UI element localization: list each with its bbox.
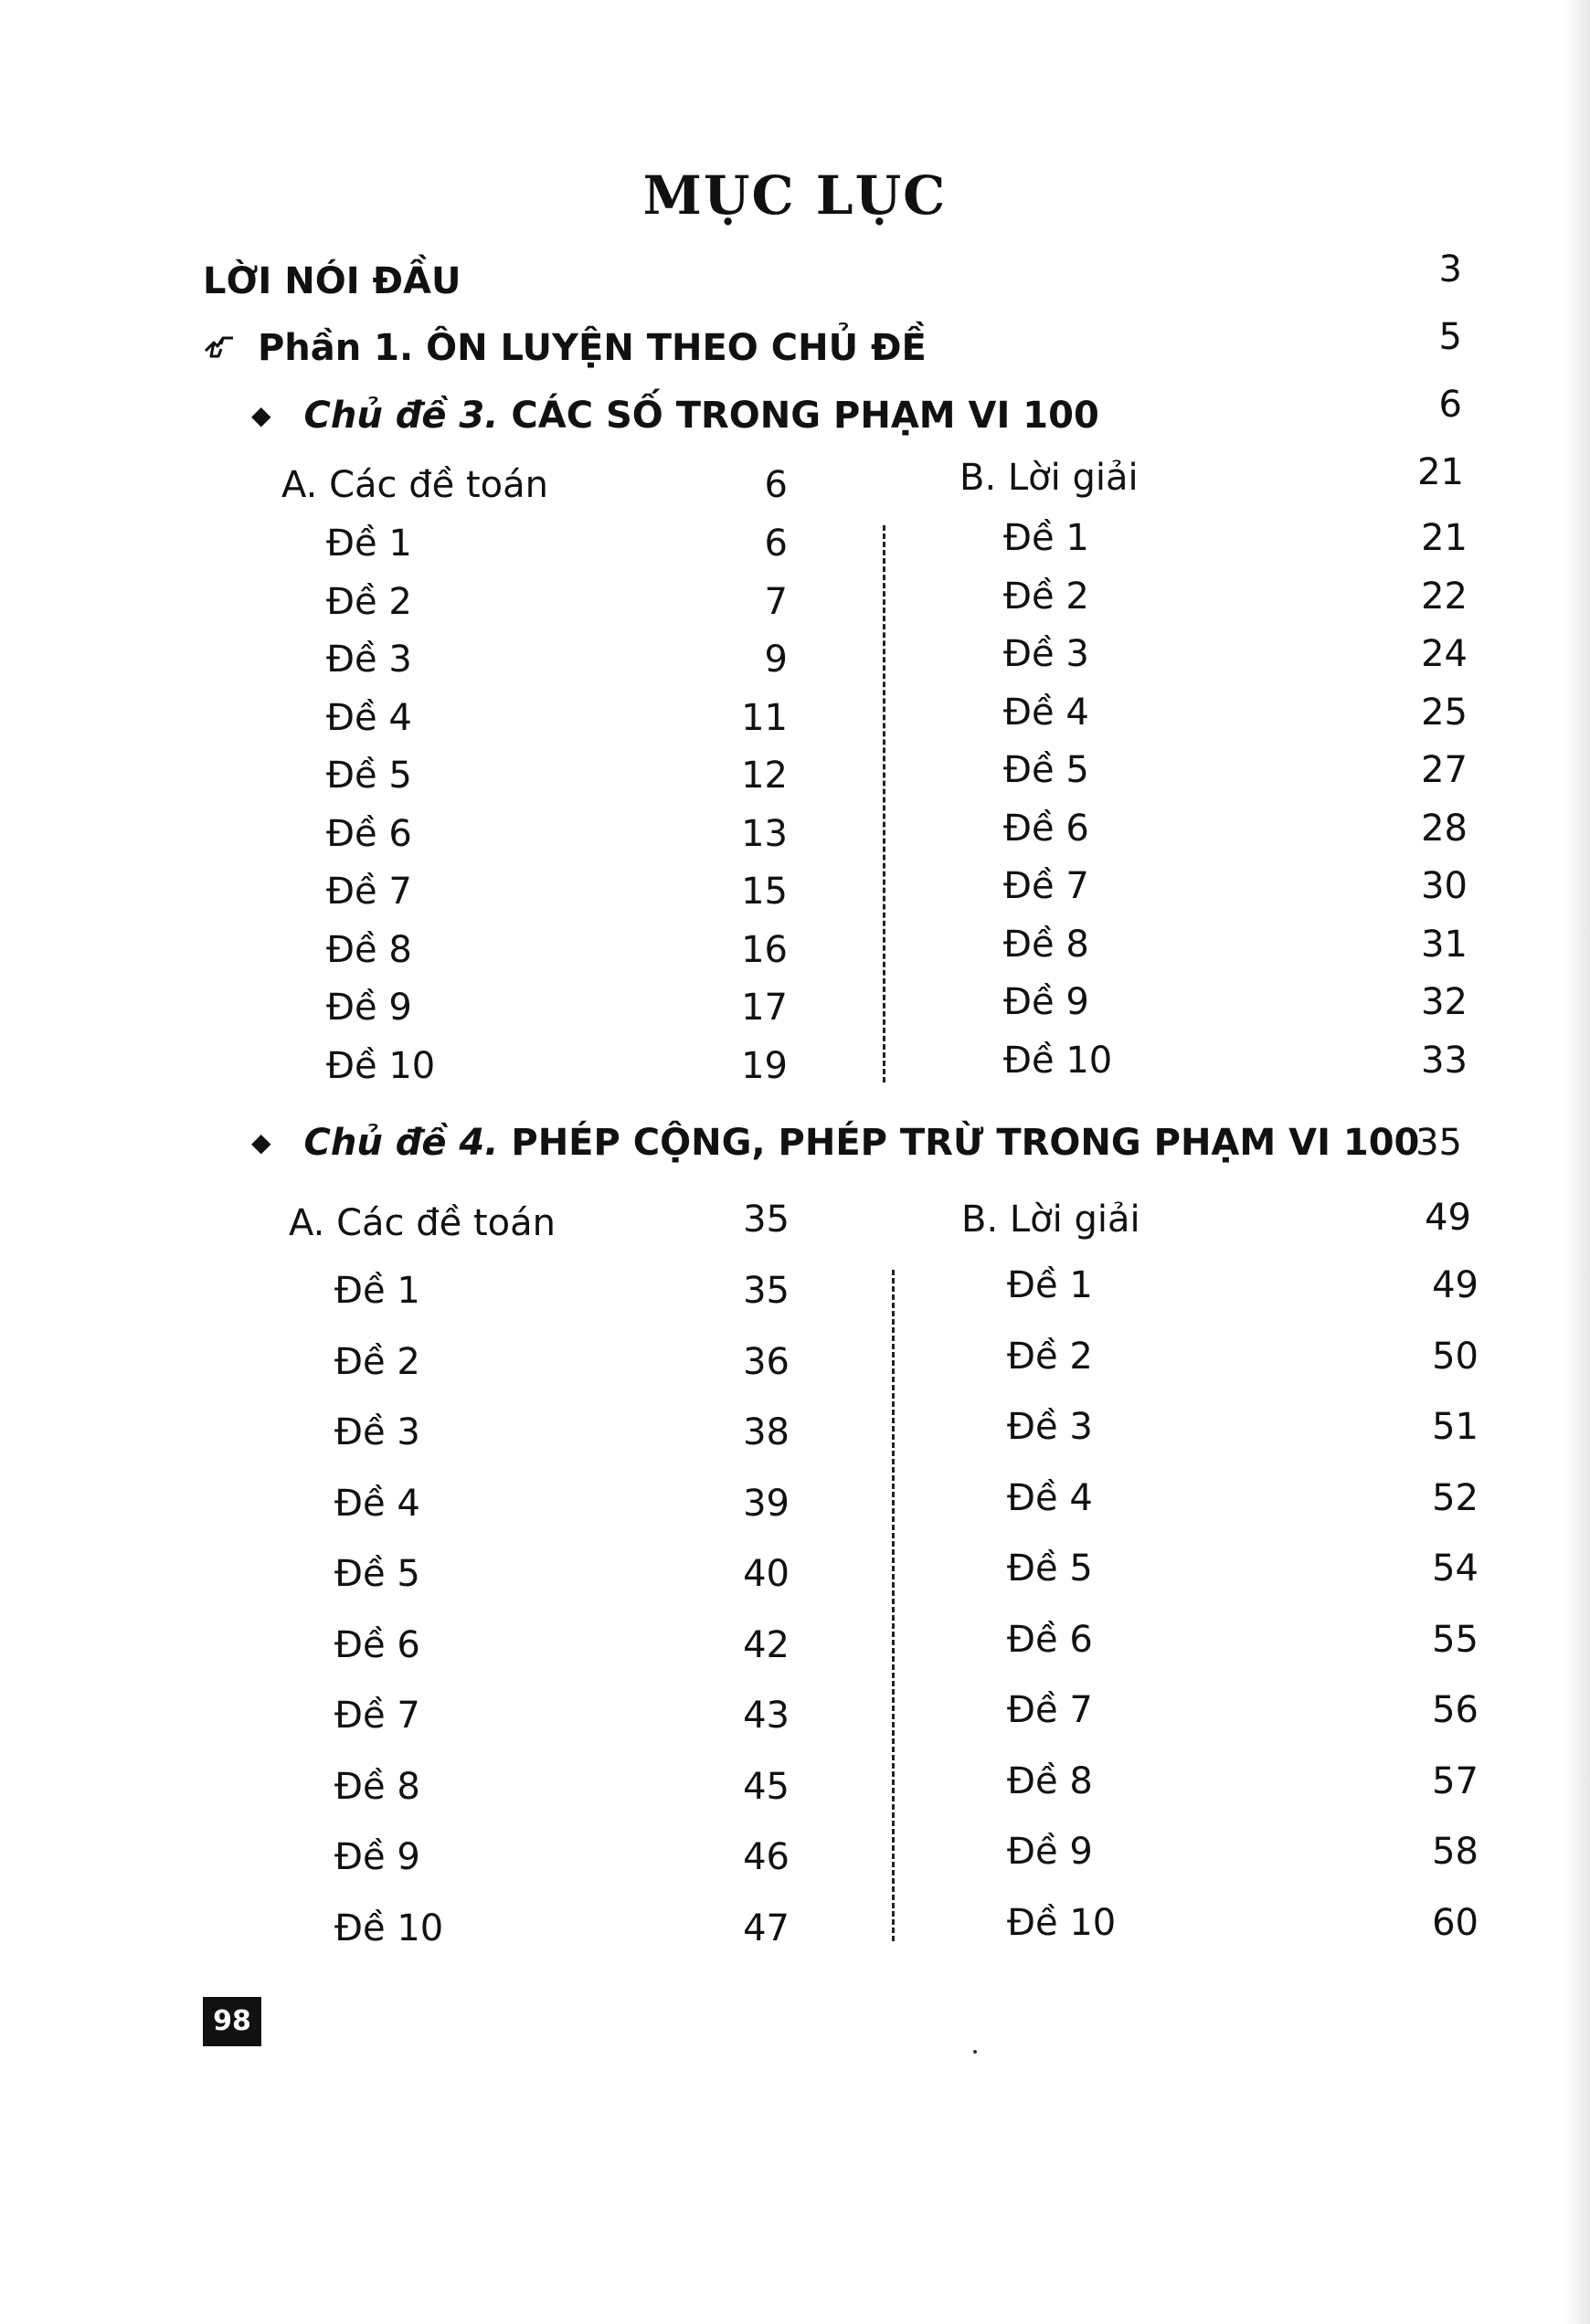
exam-label-a[interactable]: Đề 8: [326, 928, 412, 971]
exam-label-b[interactable]: Đề 8: [1003, 923, 1089, 966]
section-a-page: 35: [743, 1199, 790, 1241]
exam-label-b[interactable]: Đề 3: [1007, 1406, 1093, 1448]
exam-page-a: 45: [743, 1765, 790, 1808]
exam-page-a: 38: [743, 1411, 790, 1453]
column-divider: [892, 1270, 895, 1941]
exam-page-b: 24: [1421, 633, 1468, 675]
exam-page-a: 47: [743, 1907, 790, 1949]
exam-page-a: 40: [743, 1553, 790, 1595]
exam-label-b[interactable]: Đề 4: [1003, 691, 1089, 734]
exam-label-b[interactable]: Đề 7: [1003, 865, 1089, 907]
exam-page-b: 22: [1421, 575, 1468, 618]
toc-topic-4[interactable]: [251, 1122, 1419, 1164]
exam-label-b[interactable]: Đề 8: [1007, 1759, 1093, 1802]
toc-entry-page: 3: [1438, 248, 1462, 290]
exam-label-a[interactable]: Đề 3: [326, 639, 412, 681]
exam-label-a[interactable]: Đề 10: [326, 1044, 436, 1087]
exam-page-a: 43: [743, 1695, 790, 1737]
exam-page-b: 58: [1432, 1831, 1479, 1873]
exam-label-b[interactable]: Đề 5: [1003, 749, 1089, 791]
topic-prefix: Chủ đề 4.: [303, 1122, 499, 1164]
exam-label-b[interactable]: Đề 3: [1003, 633, 1089, 675]
exam-label-b[interactable]: Đề 2: [1003, 575, 1089, 618]
exam-label-a[interactable]: Đề 9: [326, 987, 412, 1029]
exam-page-a: 39: [743, 1482, 790, 1525]
toc-entry-page: 5: [1438, 316, 1462, 358]
exam-page-b: 51: [1432, 1406, 1479, 1448]
exam-page-a: 11: [741, 696, 788, 739]
exam-page-a: 15: [741, 871, 788, 913]
diamond-bullet-icon: ◆: [251, 400, 271, 430]
exam-page-a: 17: [741, 987, 788, 1029]
exam-label-b[interactable]: Đề 4: [1007, 1476, 1093, 1519]
exam-page-b: 60: [1432, 1901, 1479, 1944]
exam-label-b[interactable]: Đề 6: [1003, 807, 1089, 850]
print-speck: [973, 2050, 977, 2054]
exam-page-b: 52: [1432, 1476, 1479, 1519]
exam-label-b[interactable]: Đề 10: [1007, 1901, 1117, 1944]
exam-label-a[interactable]: Đề 8: [334, 1765, 420, 1808]
exam-page-a: 36: [743, 1340, 790, 1383]
topic-name: CÁC SỐ TRONG PHẠM VI 100: [511, 395, 1099, 437]
exam-label-b[interactable]: Đề 1: [1003, 517, 1089, 559]
exam-page-b: 28: [1421, 807, 1468, 850]
exam-page-a: 12: [741, 755, 788, 797]
exam-page-b: 27: [1421, 749, 1468, 791]
toc-entry-intro[interactable]: [203, 260, 461, 302]
exam-label-b[interactable]: Đề 9: [1003, 981, 1089, 1023]
toc-topic-page: 6: [1438, 384, 1462, 426]
page-edge-shadow: [1564, 0, 1590, 2324]
exam-page-b: 25: [1421, 691, 1468, 734]
section-a-label[interactable]: A. Các đề toán: [289, 1202, 556, 1244]
section-b-page: 49: [1425, 1197, 1471, 1239]
topic-name: PHÉP CỘNG, PHÉP TRỪ TRONG PHẠM VI 100: [511, 1122, 1420, 1164]
toc-topic-3[interactable]: [251, 395, 1099, 437]
exam-label-b[interactable]: Đề 1: [1007, 1264, 1093, 1306]
exam-label-a[interactable]: Đề 1: [326, 523, 412, 565]
exam-page-a: 35: [743, 1270, 790, 1312]
section-b-page: 21: [1417, 451, 1464, 493]
diamond-bullet-icon: ◆: [251, 1127, 271, 1157]
toc-topic-page: 35: [1415, 1122, 1462, 1164]
exam-label-a[interactable]: Đề 2: [334, 1340, 420, 1383]
section-b-label[interactable]: B. Lời giải: [961, 1199, 1140, 1241]
exam-label-a[interactable]: Đề 7: [334, 1695, 420, 1737]
exam-label-a[interactable]: Đề 1: [334, 1270, 420, 1312]
toc-entry-label: Phần 1. ÔN LUYỆN THEO CHỦ ĐỀ: [257, 327, 927, 369]
exam-page-b: 31: [1421, 923, 1468, 966]
exam-page-b: 55: [1432, 1618, 1479, 1661]
exam-page-b: 49: [1432, 1264, 1479, 1306]
exam-page-b: 33: [1421, 1039, 1468, 1082]
section-b-label[interactable]: B. Lời giải: [959, 457, 1139, 499]
exam-label-b[interactable]: Đề 2: [1007, 1335, 1093, 1378]
section-a-label[interactable]: A. Các đề toán: [281, 464, 548, 506]
exam-label-a[interactable]: Đề 2: [326, 580, 412, 623]
exam-label-a[interactable]: Đề 7: [326, 871, 412, 913]
exam-label-a[interactable]: Đề 5: [326, 755, 412, 797]
topic-prefix: Chủ đề 3.: [303, 395, 499, 437]
exam-label-a[interactable]: Đề 10: [334, 1907, 444, 1949]
exam-label-a[interactable]: Đề 4: [334, 1482, 420, 1525]
exam-label-b[interactable]: Đề 10: [1003, 1039, 1113, 1082]
exam-label-a[interactable]: Đề 9: [334, 1836, 420, 1878]
exam-label-a[interactable]: Đề 5: [334, 1553, 420, 1595]
exam-page-a: 7: [764, 580, 788, 623]
exam-page-a: 46: [743, 1836, 790, 1878]
page-title: MỤC LỤC: [642, 164, 948, 227]
exam-page-b: 50: [1432, 1335, 1479, 1378]
exam-page-b: 32: [1421, 981, 1468, 1023]
exam-page-b: 30: [1421, 865, 1468, 907]
exam-page-b: 57: [1432, 1759, 1479, 1802]
exam-label-b[interactable]: Đề 5: [1007, 1548, 1093, 1590]
exam-page-b: 54: [1432, 1548, 1479, 1590]
exam-page-a: 9: [764, 639, 788, 681]
pointing-hand-icon: [203, 327, 236, 369]
toc-entry-label: LỜI NÓI ĐẦU: [203, 260, 461, 302]
exam-page-a: 13: [741, 812, 788, 855]
exam-page-a: 19: [741, 1044, 788, 1087]
exam-label-a[interactable]: Đề 6: [326, 812, 412, 855]
page-number-badge: 98: [203, 1997, 261, 2046]
exam-page-b: 56: [1432, 1689, 1479, 1731]
exam-label-a[interactable]: Đề 4: [326, 696, 412, 739]
section-a-page: 6: [764, 464, 788, 506]
exam-page-a: 16: [741, 928, 788, 971]
exam-label-a[interactable]: Đề 6: [334, 1623, 420, 1666]
exam-label-b[interactable]: Đề 6: [1007, 1618, 1093, 1661]
exam-label-b[interactable]: Đề 9: [1007, 1831, 1093, 1873]
exam-label-a[interactable]: Đề 3: [334, 1411, 420, 1453]
exam-page-a: 6: [764, 523, 788, 565]
toc-entry-part1[interactable]: [203, 327, 927, 369]
exam-label-b[interactable]: Đề 7: [1007, 1689, 1093, 1731]
exam-page-b: 21: [1421, 517, 1468, 559]
exam-page-a: 42: [743, 1623, 790, 1666]
column-divider: [883, 525, 885, 1083]
